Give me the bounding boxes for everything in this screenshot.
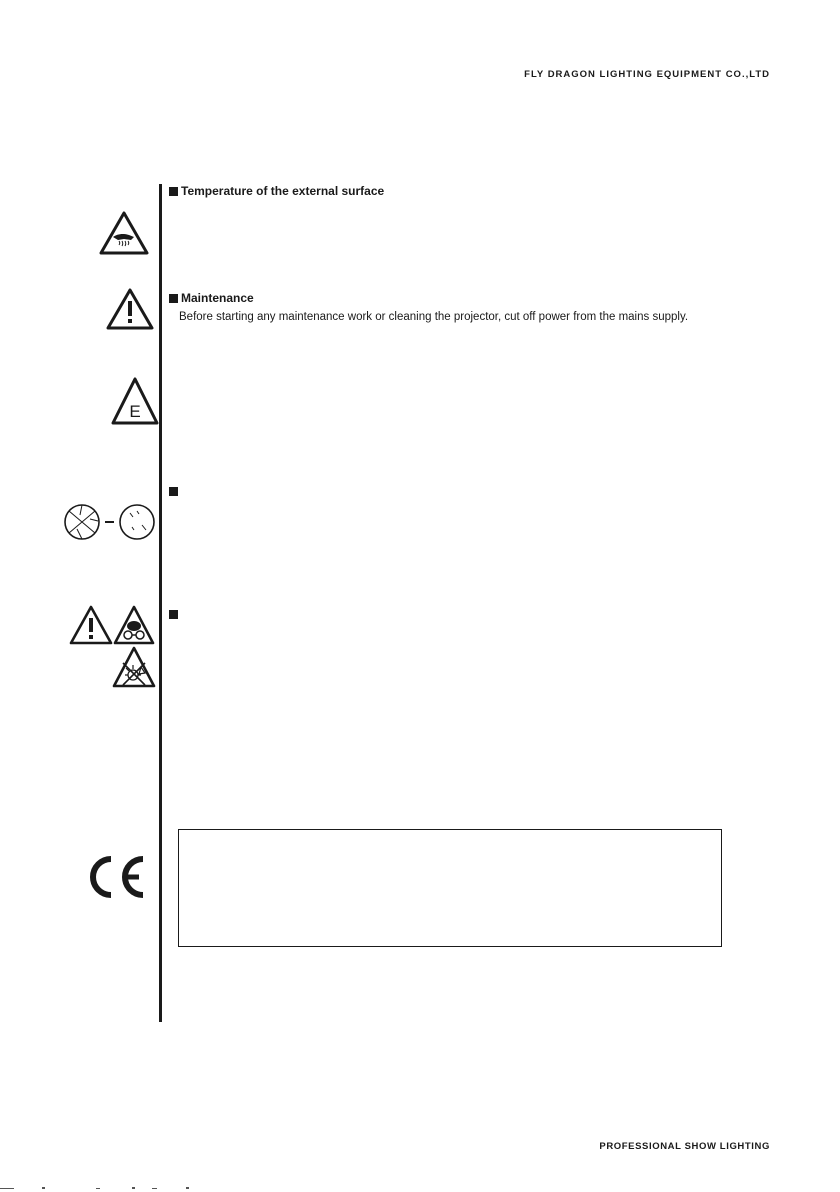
svg-text:E: E: [129, 402, 141, 421]
section-heading-maintenance: [169, 291, 254, 305]
no-direct-view-icon: [111, 645, 157, 689]
eye-protection-icon: [112, 604, 156, 646]
bullet-square: [169, 187, 178, 196]
lens-replacement-icon: [64, 501, 156, 543]
footer-tagline: PROFESSIONAL SHOW LIGHTING: [599, 1141, 770, 1152]
heading-text: Maintenance: [181, 291, 254, 305]
scan-edge-marks: [0, 1185, 840, 1192]
bullet-square: [169, 610, 178, 619]
bullet-square: [169, 294, 178, 303]
hot-surface-warning-icon: [98, 210, 150, 256]
heading-text: Temperature of the external surface: [181, 184, 385, 198]
vertical-divider: [159, 184, 162, 1022]
company-header: FLY DRAGON LIGHTING EQUIPMENT CO.,LTD: [524, 69, 770, 80]
general-warning-icon: [105, 287, 155, 331]
warning-icon: [68, 604, 114, 646]
bullet-square: [169, 487, 178, 496]
section-heading-temperature: [169, 184, 384, 198]
section-bullet-eye-protection: [169, 610, 181, 619]
ce-declaration-box: [178, 829, 722, 947]
section-bullet-lens: [169, 487, 181, 496]
e-mark-icon: [110, 376, 160, 426]
maintenance-text: Before starting any maintenance work or cleaning the projector, cut off power from the mains supply.: [179, 311, 689, 323]
ce-mark-icon: [82, 855, 148, 899]
